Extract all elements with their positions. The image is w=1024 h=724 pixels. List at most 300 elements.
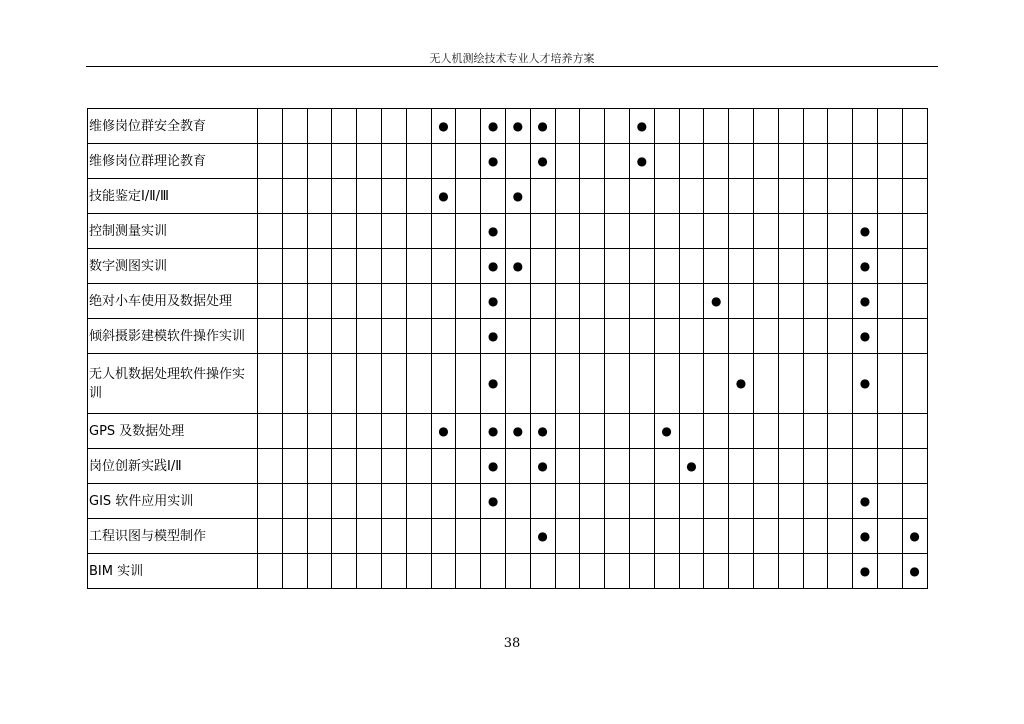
- empty-cell: [555, 414, 580, 449]
- empty-cell: [729, 414, 754, 449]
- mark-cell: ●: [505, 179, 530, 214]
- empty-cell: [282, 284, 307, 319]
- empty-cell: [704, 449, 729, 484]
- empty-cell: [605, 519, 630, 554]
- row-label: 倾斜摄影建模软件操作实训: [88, 319, 258, 354]
- empty-cell: [555, 109, 580, 144]
- empty-cell: [282, 519, 307, 554]
- empty-cell: [605, 319, 630, 354]
- empty-cell: [580, 449, 605, 484]
- empty-cell: [877, 449, 902, 484]
- empty-cell: [803, 284, 828, 319]
- empty-cell: [778, 179, 803, 214]
- empty-cell: [431, 249, 456, 284]
- empty-cell: [778, 214, 803, 249]
- empty-cell: [580, 484, 605, 519]
- empty-cell: [555, 214, 580, 249]
- empty-cell: [605, 554, 630, 589]
- empty-cell: [332, 519, 357, 554]
- empty-cell: [381, 449, 406, 484]
- empty-cell: [654, 249, 679, 284]
- mark-cell: ●: [679, 449, 704, 484]
- table-row: [88, 519, 928, 554]
- mark-cell: ●: [505, 249, 530, 284]
- row-label: 绝对小车使用及数据处理: [88, 284, 258, 319]
- empty-cell: [406, 179, 431, 214]
- empty-cell: [654, 144, 679, 179]
- empty-cell: [357, 519, 382, 554]
- empty-cell: [778, 354, 803, 414]
- empty-cell: [803, 179, 828, 214]
- empty-cell: [753, 109, 778, 144]
- empty-cell: [381, 179, 406, 214]
- empty-cell: [307, 319, 332, 354]
- empty-cell: [357, 319, 382, 354]
- empty-cell: [753, 354, 778, 414]
- empty-cell: [357, 354, 382, 414]
- empty-cell: [803, 144, 828, 179]
- empty-cell: [902, 249, 927, 284]
- empty-cell: [877, 249, 902, 284]
- empty-cell: [654, 319, 679, 354]
- mark-cell: ●: [481, 214, 506, 249]
- table-row: [88, 214, 928, 249]
- empty-cell: [605, 214, 630, 249]
- empty-cell: [803, 414, 828, 449]
- empty-cell: [778, 519, 803, 554]
- empty-cell: [704, 109, 729, 144]
- course-matrix-table: [87, 108, 928, 589]
- empty-cell: [381, 484, 406, 519]
- mark-cell: ●: [431, 179, 456, 214]
- empty-cell: [258, 249, 283, 284]
- empty-cell: [307, 109, 332, 144]
- row-label: 维修岗位群理论教育: [88, 144, 258, 179]
- table-row: [88, 109, 928, 144]
- empty-cell: [853, 414, 878, 449]
- course-matrix-body: [88, 109, 928, 589]
- empty-cell: [357, 249, 382, 284]
- empty-cell: [555, 449, 580, 484]
- empty-cell: [505, 284, 530, 319]
- empty-cell: [307, 414, 332, 449]
- empty-cell: [406, 249, 431, 284]
- empty-cell: [778, 284, 803, 319]
- empty-cell: [877, 554, 902, 589]
- empty-cell: [704, 249, 729, 284]
- empty-cell: [505, 519, 530, 554]
- empty-cell: [828, 319, 853, 354]
- empty-cell: [530, 284, 555, 319]
- empty-cell: [629, 319, 654, 354]
- empty-cell: [258, 214, 283, 249]
- empty-cell: [282, 319, 307, 354]
- empty-cell: [877, 214, 902, 249]
- mark-cell: ●: [902, 519, 927, 554]
- empty-cell: [406, 109, 431, 144]
- empty-cell: [258, 449, 283, 484]
- empty-cell: [828, 484, 853, 519]
- empty-cell: [803, 319, 828, 354]
- empty-cell: [258, 284, 283, 319]
- table-row: [88, 449, 928, 484]
- row-label: BIM 实训: [88, 554, 258, 589]
- empty-cell: [605, 414, 630, 449]
- row-label: 岗位创新实践Ⅰ/Ⅱ: [88, 449, 258, 484]
- empty-cell: [828, 554, 853, 589]
- empty-cell: [580, 554, 605, 589]
- empty-cell: [654, 519, 679, 554]
- empty-cell: [406, 519, 431, 554]
- empty-cell: [307, 284, 332, 319]
- empty-cell: [877, 109, 902, 144]
- empty-cell: [778, 109, 803, 144]
- empty-cell: [381, 249, 406, 284]
- empty-cell: [431, 354, 456, 414]
- empty-cell: [679, 484, 704, 519]
- empty-cell: [307, 144, 332, 179]
- empty-cell: [753, 144, 778, 179]
- empty-cell: [580, 144, 605, 179]
- empty-cell: [357, 414, 382, 449]
- empty-cell: [530, 354, 555, 414]
- empty-cell: [555, 554, 580, 589]
- empty-cell: [778, 319, 803, 354]
- empty-cell: [258, 484, 283, 519]
- empty-cell: [282, 554, 307, 589]
- empty-cell: [605, 249, 630, 284]
- empty-cell: [629, 414, 654, 449]
- mark-cell: ●: [729, 354, 754, 414]
- empty-cell: [778, 144, 803, 179]
- empty-cell: [853, 179, 878, 214]
- mark-cell: ●: [853, 249, 878, 284]
- empty-cell: [406, 144, 431, 179]
- empty-cell: [282, 214, 307, 249]
- mark-cell: ●: [481, 284, 506, 319]
- empty-cell: [258, 179, 283, 214]
- empty-cell: [605, 449, 630, 484]
- empty-cell: [481, 519, 506, 554]
- empty-cell: [456, 109, 481, 144]
- empty-cell: [357, 554, 382, 589]
- empty-cell: [629, 214, 654, 249]
- empty-cell: [555, 354, 580, 414]
- empty-cell: [679, 109, 704, 144]
- empty-cell: [381, 414, 406, 449]
- empty-cell: [902, 214, 927, 249]
- mark-cell: ●: [481, 449, 506, 484]
- empty-cell: [828, 284, 853, 319]
- empty-cell: [307, 449, 332, 484]
- empty-cell: [729, 214, 754, 249]
- empty-cell: [381, 319, 406, 354]
- empty-cell: [332, 354, 357, 414]
- empty-cell: [803, 109, 828, 144]
- mark-cell: ●: [481, 109, 506, 144]
- empty-cell: [902, 319, 927, 354]
- empty-cell: [828, 179, 853, 214]
- mark-cell: ●: [853, 354, 878, 414]
- empty-cell: [332, 319, 357, 354]
- mark-cell: ●: [505, 414, 530, 449]
- empty-cell: [258, 554, 283, 589]
- table-row: [88, 179, 928, 214]
- row-label: 数字测图实训: [88, 249, 258, 284]
- empty-cell: [431, 144, 456, 179]
- empty-cell: [654, 179, 679, 214]
- empty-cell: [877, 354, 902, 414]
- mark-cell: ●: [530, 414, 555, 449]
- empty-cell: [729, 484, 754, 519]
- empty-cell: [555, 484, 580, 519]
- empty-cell: [555, 249, 580, 284]
- empty-cell: [381, 144, 406, 179]
- empty-cell: [729, 554, 754, 589]
- empty-cell: [580, 519, 605, 554]
- empty-cell: [555, 519, 580, 554]
- empty-cell: [456, 179, 481, 214]
- empty-cell: [258, 319, 283, 354]
- empty-cell: [357, 144, 382, 179]
- empty-cell: [629, 484, 654, 519]
- empty-cell: [803, 214, 828, 249]
- empty-cell: [307, 519, 332, 554]
- empty-cell: [679, 249, 704, 284]
- empty-cell: [431, 554, 456, 589]
- mark-cell: ●: [481, 414, 506, 449]
- empty-cell: [803, 449, 828, 484]
- empty-cell: [803, 519, 828, 554]
- empty-cell: [828, 214, 853, 249]
- empty-cell: [778, 249, 803, 284]
- empty-cell: [902, 354, 927, 414]
- empty-cell: [753, 554, 778, 589]
- empty-cell: [258, 414, 283, 449]
- empty-cell: [629, 179, 654, 214]
- empty-cell: [654, 354, 679, 414]
- table-row: [88, 319, 928, 354]
- mark-cell: ●: [481, 249, 506, 284]
- empty-cell: [853, 449, 878, 484]
- empty-cell: [258, 354, 283, 414]
- empty-cell: [704, 484, 729, 519]
- empty-cell: [307, 249, 332, 284]
- empty-cell: [729, 144, 754, 179]
- empty-cell: [406, 354, 431, 414]
- empty-cell: [282, 109, 307, 144]
- empty-cell: [877, 414, 902, 449]
- table-row: [88, 284, 928, 319]
- empty-cell: [877, 144, 902, 179]
- mark-cell: ●: [481, 484, 506, 519]
- empty-cell: [803, 484, 828, 519]
- empty-cell: [679, 214, 704, 249]
- empty-cell: [605, 109, 630, 144]
- empty-cell: [555, 284, 580, 319]
- empty-cell: [282, 249, 307, 284]
- empty-cell: [753, 284, 778, 319]
- empty-cell: [679, 179, 704, 214]
- empty-cell: [629, 554, 654, 589]
- empty-cell: [605, 484, 630, 519]
- empty-cell: [456, 554, 481, 589]
- empty-cell: [580, 414, 605, 449]
- empty-cell: [406, 214, 431, 249]
- empty-cell: [828, 414, 853, 449]
- empty-cell: [877, 179, 902, 214]
- row-label: 维修岗位群安全教育: [88, 109, 258, 144]
- empty-cell: [505, 554, 530, 589]
- empty-cell: [729, 249, 754, 284]
- empty-cell: [282, 449, 307, 484]
- empty-cell: [877, 519, 902, 554]
- mark-cell: ●: [505, 109, 530, 144]
- row-label: 无人机数据处理软件操作实训: [88, 354, 258, 414]
- empty-cell: [704, 179, 729, 214]
- mark-cell: ●: [853, 284, 878, 319]
- empty-cell: [580, 179, 605, 214]
- empty-cell: [729, 109, 754, 144]
- empty-cell: [456, 249, 481, 284]
- empty-cell: [282, 144, 307, 179]
- empty-cell: [828, 449, 853, 484]
- empty-cell: [406, 484, 431, 519]
- empty-cell: [679, 284, 704, 319]
- empty-cell: [877, 319, 902, 354]
- mark-cell: ●: [431, 414, 456, 449]
- empty-cell: [332, 179, 357, 214]
- mark-cell: ●: [481, 354, 506, 414]
- empty-cell: [753, 249, 778, 284]
- empty-cell: [580, 319, 605, 354]
- empty-cell: [258, 519, 283, 554]
- empty-cell: [580, 284, 605, 319]
- mark-cell: ●: [654, 414, 679, 449]
- empty-cell: [753, 319, 778, 354]
- row-label: GPS 及数据处理: [88, 414, 258, 449]
- empty-cell: [902, 284, 927, 319]
- table-row: [88, 554, 928, 589]
- empty-cell: [555, 144, 580, 179]
- empty-cell: [456, 354, 481, 414]
- empty-cell: [505, 319, 530, 354]
- empty-cell: [381, 354, 406, 414]
- empty-cell: [902, 414, 927, 449]
- empty-cell: [654, 214, 679, 249]
- empty-cell: [456, 449, 481, 484]
- empty-cell: [629, 249, 654, 284]
- empty-cell: [332, 414, 357, 449]
- empty-cell: [704, 144, 729, 179]
- empty-cell: [704, 414, 729, 449]
- empty-cell: [605, 179, 630, 214]
- empty-cell: [580, 354, 605, 414]
- mark-cell: ●: [481, 319, 506, 354]
- empty-cell: [828, 144, 853, 179]
- mark-cell: ●: [853, 319, 878, 354]
- empty-cell: [580, 214, 605, 249]
- empty-cell: [530, 214, 555, 249]
- empty-cell: [431, 519, 456, 554]
- empty-cell: [307, 179, 332, 214]
- page-header: 无人机测绘技术专业人才培养方案: [429, 52, 595, 65]
- empty-cell: [654, 284, 679, 319]
- mark-cell: ●: [853, 519, 878, 554]
- empty-cell: [605, 284, 630, 319]
- empty-cell: [605, 144, 630, 179]
- empty-cell: [877, 284, 902, 319]
- empty-cell: [505, 484, 530, 519]
- table-row: [88, 144, 928, 179]
- empty-cell: [605, 354, 630, 414]
- empty-cell: [381, 214, 406, 249]
- empty-cell: [431, 484, 456, 519]
- empty-cell: [679, 554, 704, 589]
- empty-cell: [753, 179, 778, 214]
- row-label: GIS 软件应用实训: [88, 484, 258, 519]
- empty-cell: [357, 109, 382, 144]
- empty-cell: [332, 284, 357, 319]
- mark-cell: ●: [530, 519, 555, 554]
- empty-cell: [381, 284, 406, 319]
- mark-cell: ●: [431, 109, 456, 144]
- empty-cell: [307, 554, 332, 589]
- empty-cell: [729, 284, 754, 319]
- empty-cell: [753, 214, 778, 249]
- empty-cell: [456, 144, 481, 179]
- empty-cell: [803, 554, 828, 589]
- mark-cell: ●: [902, 554, 927, 589]
- empty-cell: [307, 354, 332, 414]
- empty-cell: [431, 319, 456, 354]
- empty-cell: [629, 449, 654, 484]
- empty-cell: [654, 484, 679, 519]
- empty-cell: [505, 354, 530, 414]
- mark-cell: ●: [853, 554, 878, 589]
- empty-cell: [753, 414, 778, 449]
- empty-cell: [456, 214, 481, 249]
- empty-cell: [505, 449, 530, 484]
- empty-cell: [704, 354, 729, 414]
- empty-cell: [729, 519, 754, 554]
- mark-cell: ●: [629, 109, 654, 144]
- empty-cell: [679, 319, 704, 354]
- empty-cell: [431, 284, 456, 319]
- empty-cell: [679, 354, 704, 414]
- empty-cell: [778, 414, 803, 449]
- empty-cell: [654, 554, 679, 589]
- empty-cell: [456, 484, 481, 519]
- empty-cell: [481, 179, 506, 214]
- empty-cell: [853, 109, 878, 144]
- empty-cell: [258, 109, 283, 144]
- empty-cell: [778, 554, 803, 589]
- empty-cell: [481, 554, 506, 589]
- empty-cell: [282, 414, 307, 449]
- empty-cell: [803, 249, 828, 284]
- empty-cell: [406, 284, 431, 319]
- table-row: [88, 484, 928, 519]
- empty-cell: [456, 319, 481, 354]
- empty-cell: [456, 519, 481, 554]
- empty-cell: [406, 554, 431, 589]
- empty-cell: [332, 144, 357, 179]
- empty-cell: [902, 179, 927, 214]
- empty-cell: [307, 484, 332, 519]
- empty-cell: [406, 414, 431, 449]
- mark-cell: ●: [853, 484, 878, 519]
